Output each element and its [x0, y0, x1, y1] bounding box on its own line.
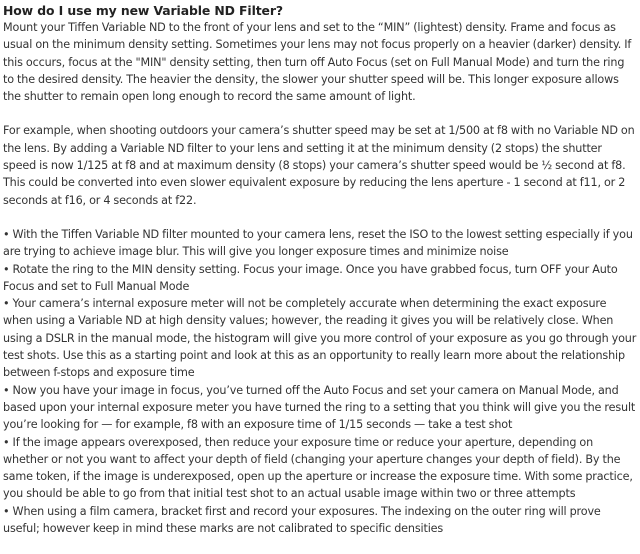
paragraph-gap [3, 209, 637, 226]
list-item: • If the image appears overexposed, then reduce your exposure time or reduce your aperture, depending on whether or not you want to affect your depth of field (changing your aperture changes your depth of field). By the same token, if the image is underexposed, open up the aperture or increase the exposure time. With some practice, you should be able to go from that initial test shot to an actual usable image within two or three attempts [3, 435, 633, 501]
paragraph-mounting: Mount your Tiffen Variable ND to the front of your lens and set to the “MIN” (lightest) density. Frame and focus as usual on the minimum density setting. Sometimes your lens may not focus properly on a heavier (darker) density. If this occurs, focus at the "MIN" density setting, then turn off Auto Focus (set on Full Manual Mode) and turn the ring to the desired density. The heavier the density, the slower your shutter speed will be. This longer exposure allows the shutter to remain open long enough to record the same amount of light. [3, 21, 632, 104]
document [3, 2, 637, 537]
list-item: • With the Tiffen Variable ND filter mounted to your camera lens, reset the ISO to the lowest setting especially if you are trying to achieve image blur. This will give you longer exposure times and minimize noise [3, 227, 633, 259]
list-item: • When using a film camera, bracket first and record your exposures. The indexing on the outer ring will prove useful; however keep in mind these marks are not calibrated to specific densities [3, 504, 601, 536]
list-item: • Your camera’s internal exposure meter will not be completely accurate when determining the exact exposure when using a Variable ND at high density values; however, the reading it gives you will be relatively close. When using a DSLR in the manual mode, the histogram will give you more control of your exposure as you go through your test shots. Use this as a starting point and look at this as an opportunity to really learn more about the relationship between f-stops and exposure time [3, 297, 637, 380]
document-title: How do I use my new Variable ND Filter? [3, 3, 283, 18]
paragraph-gap [3, 105, 637, 122]
tips-list [3, 226, 637, 537]
list-item: • Rotate the ring to the MIN density setting. Focus your image. Once you have grabbed focus, turn OFF your Auto Focus and set to Full Manual Mode [3, 262, 618, 293]
paragraph-example: For example, when shooting outdoors your camera’s shutter speed may be set at 1/500 at f8 with no Variable ND on the lens. By adding a Variable ND filter to your lens and setting it at the minimum density (2 stops) the shutter speed is now 1/125 at f8 and at maximum density (8 stops) your camera’s shutter speed would be ½ second at f8. This could be converted into even slower equivalent exposure by reducing the lens aperture - 1 second at f11, or 2 seconds at f16, or 4 seconds at f22. [3, 124, 635, 207]
list-item: • Now you have your image in focus, you’ve turned off the Auto Focus and set your camera on Manual Mode, and based upon your internal exposure meter you have turned the ring to a setting that you think will give you the result you’re looking for — for example, f8 with an exposure time of 1/15 seconds — take a test shot [3, 383, 636, 432]
